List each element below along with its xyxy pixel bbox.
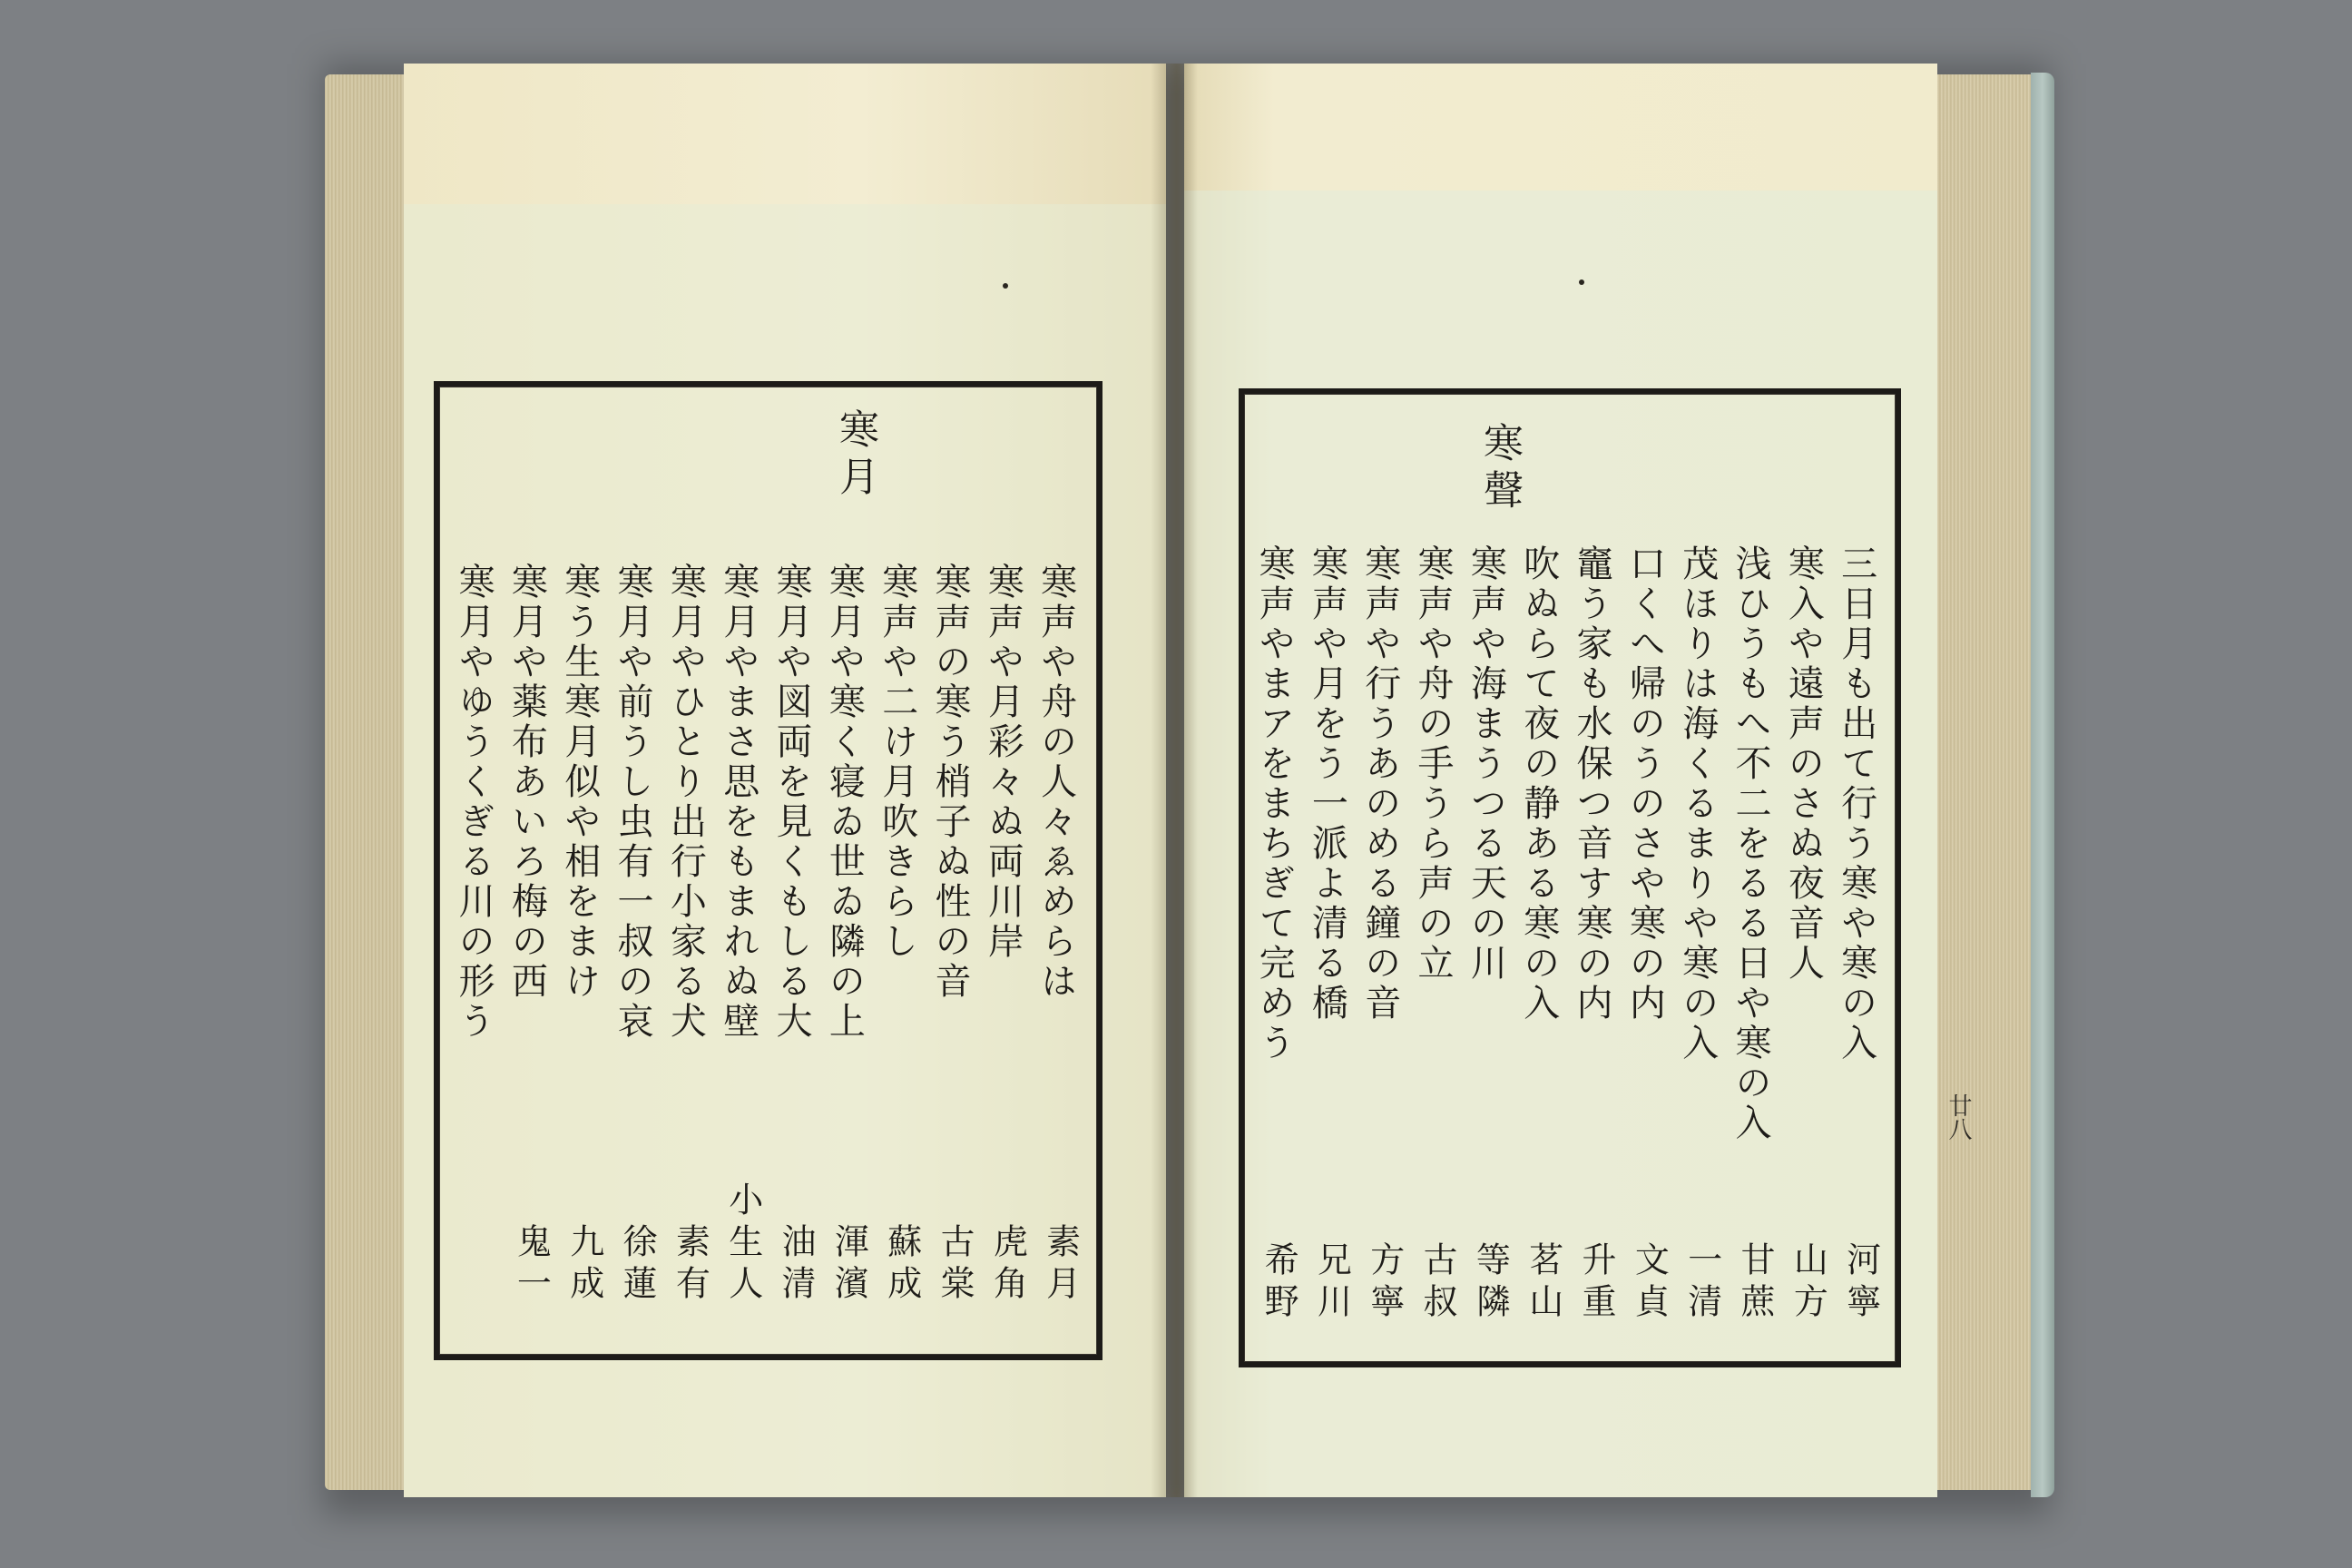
poem-column	[1721, 544, 1774, 1325]
poem-text: 寒声やまアをまちぎて完めう	[1253, 544, 1296, 1063]
poet-name: 古叔	[1417, 1241, 1458, 1325]
poem-column	[921, 563, 974, 1307]
poet-name: 鬼一	[511, 1223, 552, 1307]
poet-name: 等隣	[1470, 1241, 1511, 1325]
poem-text: 寒月や薬布あいろ梅の西	[505, 563, 548, 1002]
poem-column	[1615, 544, 1668, 1325]
folio-number: 廿八	[1945, 1093, 1972, 1141]
poem-column	[1563, 544, 1615, 1325]
poet-name: 油清	[776, 1223, 817, 1307]
poem-text: 寒月や前うし虫有一叔の哀	[612, 563, 654, 1042]
poem-column	[603, 563, 656, 1307]
poet-name: 兄川	[1311, 1241, 1352, 1325]
left-page-edges	[325, 74, 407, 1490]
poet-name: 九成	[564, 1223, 604, 1307]
poet-name: 徐蓮	[617, 1223, 658, 1307]
poet-name: 蘇成	[881, 1223, 922, 1307]
poem-text: 三日月も出て行う寒や寒の入	[1835, 544, 1877, 1063]
poem-column	[1456, 544, 1509, 1325]
ink-speck	[1003, 283, 1008, 289]
poem-column	[1669, 544, 1721, 1325]
left-poem-columns	[445, 563, 1080, 1307]
poem-column	[815, 563, 867, 1307]
poem-column	[551, 563, 603, 1307]
poem-text: 寒月やゆうくぎる川の形う	[453, 563, 495, 1042]
poem-column	[868, 563, 921, 1307]
right-section-title: 寒聲	[1476, 422, 1523, 516]
poem-column	[1774, 544, 1827, 1325]
poet-name: 小生人	[722, 1181, 763, 1307]
book-gutter	[1151, 64, 1198, 1497]
poem-text: 吹ぬらて夜の静ある寒の入	[1517, 544, 1560, 1024]
poet-name: 茗山	[1523, 1241, 1563, 1325]
poem-text: 寒声や二け月吹きらし	[876, 563, 918, 962]
poem-column	[974, 563, 1026, 1307]
poet-name: 文貞	[1629, 1241, 1670, 1325]
poem-text: 寒月やまさ思をもまれぬ壁	[717, 563, 760, 1042]
poem-text: 寒声や舟の人々ゑめらは	[1034, 563, 1077, 1002]
poem-text: 竈う家も水保つ音す寒の内	[1571, 544, 1613, 1024]
poem-column	[445, 563, 497, 1307]
poem-text: 寒月やひとり出行小家る犬	[664, 563, 707, 1042]
poem-column	[1298, 544, 1350, 1325]
ink-speck	[1579, 279, 1584, 285]
poem-column	[1351, 544, 1404, 1325]
poem-text: 寒声や海まうつる天の川	[1465, 544, 1507, 984]
poem-text: 寒入や遠声のさぬ夜音人	[1782, 544, 1825, 984]
poet-name: 河寧	[1840, 1241, 1881, 1325]
poem-text: 浅ひうもへ不二をるる日や寒の入	[1730, 544, 1772, 1143]
poem-text: 寒声や行うあのめる鐘の音	[1358, 544, 1401, 1024]
poet-name: 方寧	[1364, 1241, 1405, 1325]
poem-text: 寒声の寒う梢子ぬ性の音	[929, 563, 972, 1002]
poem-text: 寒月や図両を見くもしる大	[770, 563, 813, 1042]
poet-name: 一清	[1681, 1241, 1722, 1325]
poet-name: 渾濱	[828, 1223, 869, 1307]
poet-name: 古棠	[935, 1223, 975, 1307]
poet-name: 素月	[1040, 1223, 1081, 1307]
poem-column	[710, 563, 762, 1307]
poem-column	[1828, 544, 1880, 1325]
poem-column	[1245, 544, 1298, 1325]
poet-name: 素有	[670, 1223, 710, 1307]
poet-name: 甘蔗	[1735, 1241, 1776, 1325]
poet-name: 升重	[1576, 1241, 1617, 1325]
book-cover-edge	[2031, 73, 2054, 1497]
poem-column	[1404, 544, 1456, 1325]
poem-text: 寒声や月彩々ぬ両川岸	[982, 563, 1024, 962]
poem-text: 口くへ帰のうのさや寒の内	[1623, 544, 1666, 1024]
right-page-edges	[1931, 74, 2035, 1490]
poem-column	[762, 563, 815, 1307]
poem-text: 茂ほりは海くるまりや寒の入	[1676, 544, 1719, 1063]
poem-text: 寒う生寒月似や相をまけ	[558, 563, 601, 1002]
poet-name: 希野	[1259, 1241, 1299, 1325]
poet-name: 山方	[1788, 1241, 1828, 1325]
poem-column	[1027, 563, 1080, 1307]
poem-text: 寒声や月をう一派よ清る橋	[1306, 544, 1348, 1024]
poem-column	[1510, 544, 1563, 1325]
poem-column	[497, 563, 550, 1307]
poem-column	[656, 563, 709, 1307]
poet-name: 虎角	[987, 1223, 1028, 1307]
poem-text: 寒月や寒く寝ゐ世ゐ隣の上	[823, 563, 866, 1042]
left-section-title: 寒月	[832, 408, 878, 503]
poem-text: 寒声や舟の手うら声の立	[1412, 544, 1455, 984]
right-poem-columns	[1245, 544, 1880, 1325]
